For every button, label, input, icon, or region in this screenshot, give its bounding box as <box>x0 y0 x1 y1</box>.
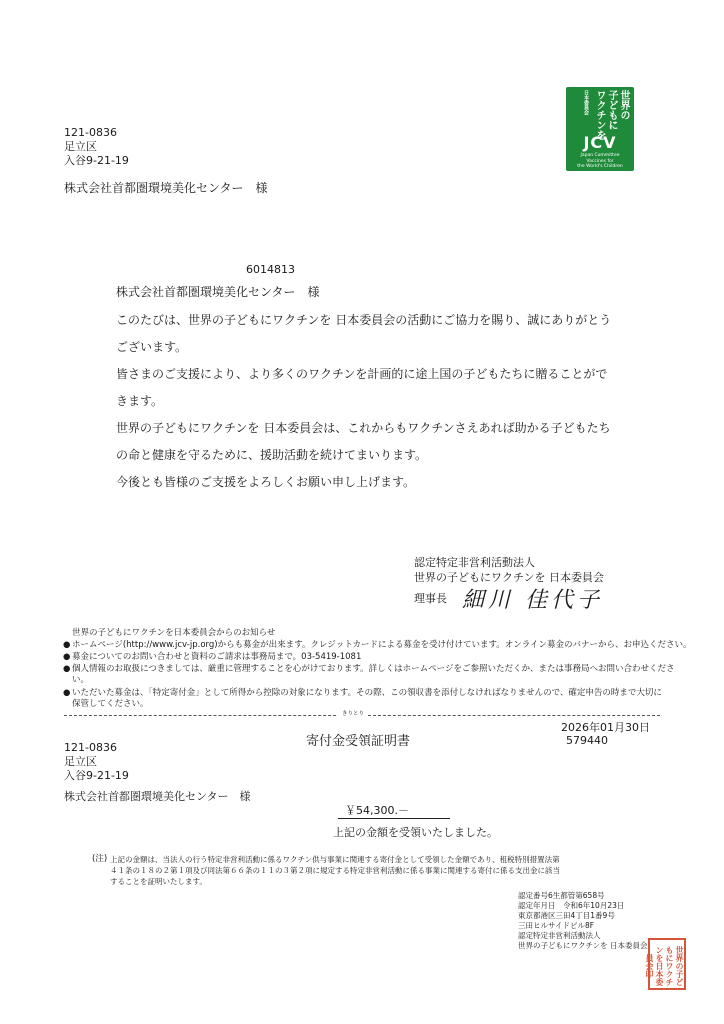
letter-paragraph-4: きます。 <box>116 394 164 408</box>
note-line-1: 上記の金額は、当法人の行う特定非営利活動に係るワクチン供与事業に関連する寄付金として受領した金額であり、租税特別措置法第 <box>110 855 560 864</box>
cut-label: きりとり <box>338 709 368 717</box>
letter-paragraph-5: 世界の子どもにワクチンを 日本委員会は、これからもワクチンさえあれば助かる子どもたち <box>116 421 611 435</box>
letter-paragraph-7: 今後とも皆様のご支援をよろしくお願い申し上げます。 <box>116 475 416 489</box>
logo-text-4: 日本委員会 <box>583 90 589 115</box>
letter-paragraph-6: の命と健康を守るために、援助活動を続けてまいります。 <box>116 448 428 462</box>
cert-line-2: 認定年月日 令和6年10月23日 <box>518 901 625 910</box>
amount-underline <box>338 818 450 819</box>
logo-text-2: 子どもに <box>606 90 617 130</box>
notice-item-4-cont: 保管してください。 <box>72 699 149 709</box>
receipt-number: 579440 <box>566 734 608 747</box>
bullet-icon: ● <box>63 652 71 662</box>
cert-line-1: 認定番号6生都管第658号 <box>518 891 605 900</box>
notice-item-1: ホームページ(http://www.jcv-jp.org)からも募金が出来ます。クレジットカードによる募金を受け付けています。オンライン募金のバナーから、お申込ください。 <box>72 640 692 650</box>
bullet-icon: ● <box>63 640 71 650</box>
sender-type: 認定特定非営利活動法人 <box>414 556 535 569</box>
cert-line-3: 東京都港区三田4丁目1番9号 <box>518 911 615 920</box>
sender-title: 理事長 <box>414 592 447 605</box>
organization-seal: 世界の子どもにワクチンを日本委員会印 <box>648 938 686 990</box>
cert-line-5: 認定特定非営利活動法人 <box>518 931 601 940</box>
notice-item-4: いただいた募金は、「特定寄付金」として所得から控除の対象になります。その際、この領収書を添付しなければなりませんので、確定申告の時まで大切に <box>72 688 662 698</box>
cert-line-4: 三田ヒルサイドビル8F <box>518 921 595 930</box>
receipt-recipient: 株式会社首都圏環境美化センター 様 <box>64 790 251 803</box>
top-postal-code: 121-0836 <box>64 126 117 139</box>
letter-paragraph-2: ございます。 <box>116 340 188 354</box>
letter-salutation: 株式会社首都圏環境美化センター 様 <box>116 285 320 299</box>
receipt-postal-code: 121-0836 <box>64 741 117 754</box>
receipt-date: 2026年01月30日 <box>561 721 650 734</box>
bullet-icon: ● <box>63 688 71 698</box>
cert-line-6: 世界の子どもにワクチンを 日本委員会 <box>518 941 648 950</box>
sender-name: 世界の子どもにワクチンを 日本委員会 <box>414 571 604 584</box>
logo-english-1: Japan Committee <box>580 153 620 158</box>
signature: 細川 佳代子 <box>462 588 603 613</box>
logo-text-3: ワクチンを <box>594 90 605 140</box>
top-address-city: 足立区 <box>64 140 97 153</box>
notice-heading: 世界の子どもにワクチンを日本委員会からのお知らせ <box>72 628 276 638</box>
letter-paragraph-3: 皆さまのご支援により、より多くのワクチンを計画的に途上国の子どもたちに贈ることがで <box>116 367 608 381</box>
notice-item-2: 募金についてのお問い合わせと資料のご請求は事務局まで。03-5419-1081 <box>72 652 362 662</box>
receipt-received: 上記の金額を受領いたしました。 <box>333 826 498 839</box>
receipt-address-street: 入谷9-21-19 <box>64 769 129 782</box>
logo-text-1: 世界の <box>618 90 629 120</box>
note-line-2: ４１条の１８の２第１項及び同法第６６条の１１の３第２項に規定する特定非営利活動に係る事業に関連する寄付に係る支出金に該当 <box>110 866 560 875</box>
top-recipient: 株式会社首都圏環境美化センター 様 <box>64 181 268 195</box>
note-label: (注) <box>92 854 108 864</box>
bullet-icon: ● <box>63 664 71 674</box>
notice-item-3-cont: い。 <box>72 675 90 685</box>
logo-english-2: Vaccines for <box>586 158 614 164</box>
receipt-address-city: 足立区 <box>64 755 97 768</box>
note-line-3: することを証明いたします。 <box>110 877 207 886</box>
logo-abbr: JCV <box>583 133 617 152</box>
logo-english <box>566 153 634 170</box>
receipt-title: 寄付金受領証明書 <box>306 734 411 749</box>
notice-item-3: 個人情報のお取扱につきましては、厳重に管理することを心がけております。詳しくはホームページをご参照いただくか、または事務局へお問い合わせくださ <box>72 664 675 674</box>
logo-english-3: the World's Children <box>577 164 623 169</box>
jcv-logo <box>566 87 634 171</box>
top-address-street: 入谷9-21-19 <box>64 154 129 167</box>
letter-id: 6014813 <box>246 263 295 276</box>
receipt-amount: ￥54,300.－ <box>345 804 409 817</box>
letter-paragraph-1: このたびは、世界の子どもにワクチンを 日本委員会の活動にご協力を賜り、誠にありがとう <box>116 313 612 327</box>
